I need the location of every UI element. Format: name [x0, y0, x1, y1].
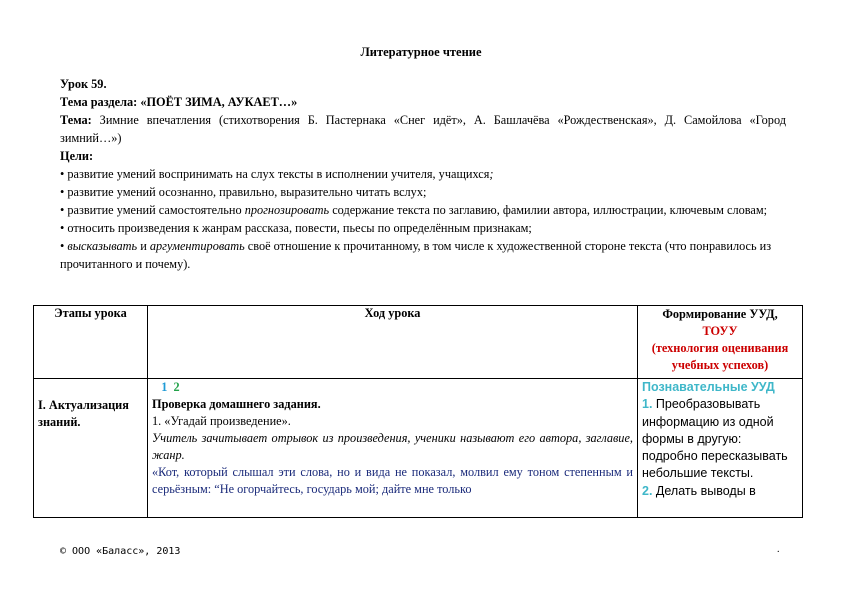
header-uud-line2: ТОУУ [702, 324, 738, 338]
header-uud [638, 306, 803, 379]
lesson-number: Урок 59. [60, 77, 107, 91]
section-line [60, 93, 786, 111]
goal-item: • развитие умений воспринимать на слух тексты в исполнении учителя, учащихся; [60, 167, 494, 181]
uud-cell [638, 379, 803, 518]
goal-item: • развитие умений самостоятельно прогнозировать содержание текста по заглавию, фамилии автора, иллюстрации, ключевым словам; [60, 203, 768, 217]
section-value: «ПОЁТ ЗИМА, АУКАЕТ…» [140, 95, 298, 109]
topic-label: Тема: [60, 113, 92, 127]
copyright-footer: © ООО «Баласс», 2013 [60, 546, 181, 557]
table-header-row [34, 306, 803, 379]
table-row [34, 379, 803, 518]
topic-value: Зимние впечатления (стихотворения Б. Пастернака «Снег идёт», А. Башлачёва «Рождественская», Д. Самойлова «Город зимний…») [60, 113, 786, 145]
footer-mark: . [777, 544, 780, 555]
header-course: Ход урока [148, 306, 638, 379]
quote-text: «Кот, который слышал эти слова, но и вида не показал, молвил ему тоном степенным и серьёзным: “Не огорчайтесь, государь мой; дайте мне только [152, 465, 633, 496]
lesson-table [33, 305, 803, 518]
uud-item-2: 2. Делать выводы в [642, 483, 756, 498]
header-uud-line3: (технология оценивания учебных успехов) [651, 341, 789, 372]
goal-item: • относить произведения к жанрам рассказа, повести, пьесы по определённым признакам; [60, 221, 532, 235]
document-title: Литературное чтение [360, 45, 482, 59]
course-cell [148, 379, 638, 518]
goal-item: • развитие умений осознанно, правильно, выразительно читать вслух; [60, 185, 427, 199]
step-number-2: 2 [173, 380, 180, 394]
topic-line [60, 111, 786, 147]
task-title: 1. «Угадай произведение». [152, 414, 291, 428]
homework-heading: Проверка домашнего задания. [152, 397, 321, 411]
header-uud-line1: Формирование УУД, [662, 307, 778, 321]
task-instruction: Учитель зачитывает отрывок из произведения, ученики называют его автора, заглавие, жанр. [152, 431, 633, 462]
lesson-header [60, 75, 786, 273]
goal-item: • высказывать и аргументировать своё отношение к прочитанному, в том числе к художественной стороне текста (что понравилось из прочитанного и почему). [60, 239, 772, 271]
step-number-1: 1 [161, 380, 168, 394]
goals-label: Цели: [60, 149, 94, 163]
stage-cell: I. Актуализация знаний. [34, 379, 148, 518]
uud-title: Познавательные УУД [642, 380, 775, 394]
header-stages: Этапы урока [34, 306, 148, 379]
uud-item-1: 1. Преобразовывать информацию из одной формы в другую: подробно пересказывать небольшие тексты. [642, 397, 788, 481]
section-label: Тема раздела: [60, 95, 138, 109]
step-numbers [152, 379, 633, 396]
